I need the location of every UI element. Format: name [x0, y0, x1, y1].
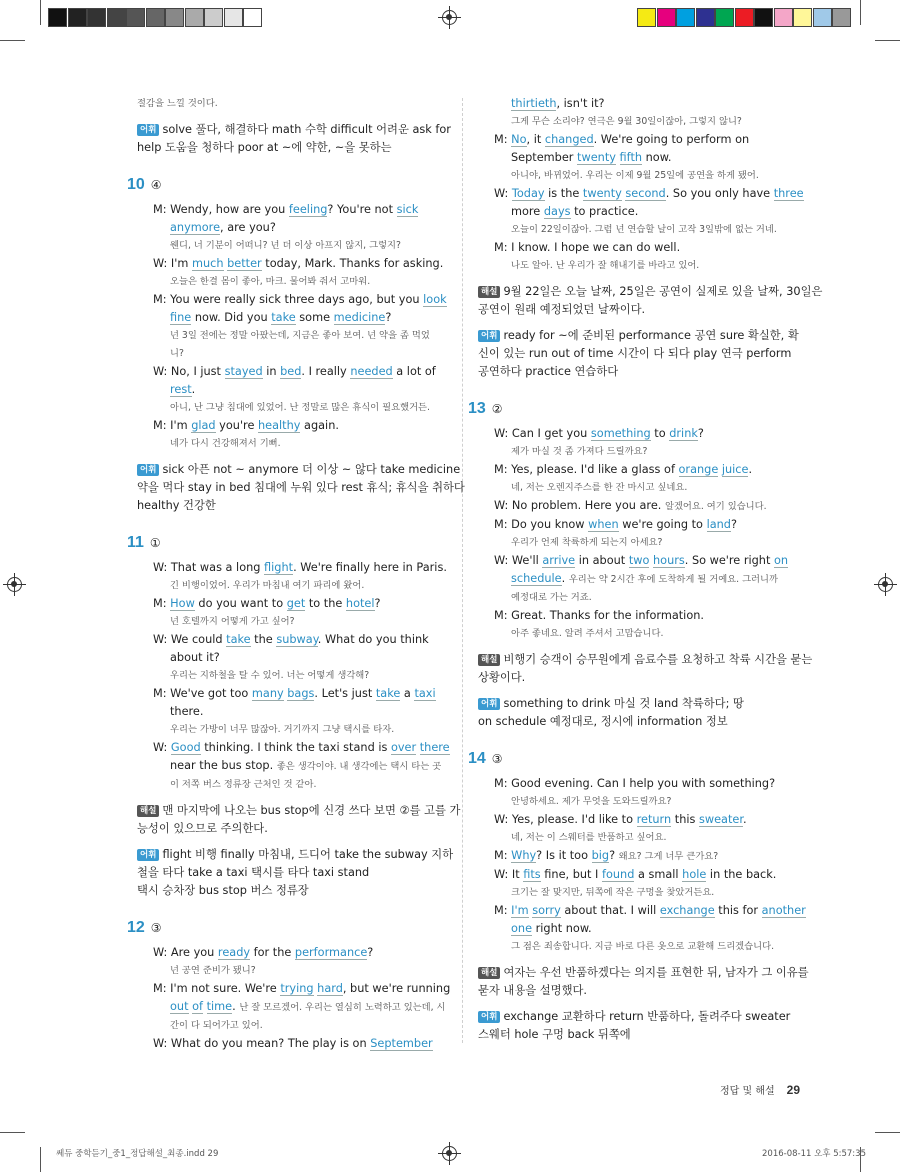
color-swatch: [126, 8, 145, 27]
page-footer: [720, 1082, 800, 1097]
translation-line: 넌 호텔까지 어떻게 가고 싶어?: [170, 616, 295, 627]
question-number: 12: [127, 919, 145, 936]
color-swatch: [676, 8, 695, 27]
registration-mark-icon: [442, 1146, 457, 1161]
vocab-badge: 어휘: [478, 330, 500, 342]
right-column: [468, 95, 823, 1044]
dialogue-line: one right now.: [511, 922, 592, 935]
dialogue: [137, 559, 450, 794]
translation-line: 넌 공연 준비가 됐니?: [170, 965, 256, 976]
dialogue-line: M: Wendy, how are you feeling? You're not sick: [153, 203, 419, 216]
color-swatch: [715, 8, 734, 27]
vocab-badge: 어휘: [478, 1011, 500, 1023]
color-swatch: [185, 8, 204, 27]
dialogue: [137, 944, 451, 1053]
color-swatch: [87, 8, 106, 27]
crop-mark: [875, 40, 900, 41]
crop-mark: [860, 0, 861, 25]
question-header: [127, 912, 437, 944]
color-swatch: [68, 8, 87, 27]
vocab-badge: 어휘: [137, 464, 159, 476]
dialogue-line: M: I'm not sure. We're trying hard, but we're running: [153, 982, 451, 995]
dialogue-line: more days to practice.: [511, 205, 639, 218]
registration-mark-icon: [7, 577, 22, 592]
dialogue-line: W: It fits fine, but I found a small hole in the back.: [494, 868, 777, 881]
translation-line: 오늘이 22일이잖아. 그럼 넌 연습할 날이 고작 3일밖에 없는 거네.: [511, 224, 777, 235]
dialogue-line: M: I know. I hope we can do well.: [494, 241, 681, 254]
answer-choice: ④: [150, 178, 162, 192]
translation-line: 니?: [170, 348, 184, 359]
dialogue-line: W: We'll arrive in about two hours. So we're right on: [494, 554, 789, 567]
question-number: 13: [468, 400, 486, 417]
dialogue-line: there.: [170, 705, 204, 718]
color-swatch: [735, 8, 754, 27]
dialogue-line: M: You were really sick three days ago, but you look: [153, 293, 447, 306]
dialogue-line: W: What do you mean? The play is on September: [153, 1037, 433, 1050]
translation-line: 나도 알아. 난 우리가 잘 해내기를 바라고 있어.: [511, 260, 700, 271]
vocab-line: 택시 승차장 bus stop 버스 정류장: [137, 884, 309, 897]
dialogue-line: fine now. Did you take some medicine?: [170, 311, 392, 324]
explanation-line: 묻자 내용을 설명했다.: [478, 984, 587, 997]
dialogue-line: M: Good evening. Can I help you with something?: [494, 777, 776, 790]
color-swatch: [48, 8, 67, 27]
answer-choice: ①: [149, 536, 161, 550]
dialogue-line: W: Good thinking. I think the taxi stand is over there: [153, 741, 450, 754]
color-swatch: [754, 8, 773, 27]
vocab-line: 어휘 flight 비행 finally 마침내, 드디어 take the subway 지하: [137, 846, 437, 864]
answer-choice: ③: [491, 752, 503, 766]
translation-line: 아니, 난 그냥 침대에 있었어. 난 정말로 많은 휴식이 필요했거든.: [170, 402, 430, 413]
translation-line: 크기는 잘 맞지만, 뒤쪽에 작은 구멍을 찾았거든요.: [511, 887, 715, 898]
translation-line: 그게 무슨 소리야? 연극은 9월 30일이잖아, 그렇지 않니?: [511, 116, 742, 127]
translation-line: 긴 비행이었어. 우리가 마침내 여기 파리에 왔어.: [170, 580, 365, 591]
answer-choice: ③: [150, 921, 162, 935]
dialogue-line: W: Yes, please. I'd like to return this sweater.: [494, 813, 747, 826]
vocab-line: 스웨터 hole 구멍 back 뒤쪽에: [478, 1028, 631, 1041]
color-swatch: [774, 8, 793, 27]
dialogue: [478, 425, 789, 643]
translation-line: 네, 저는 이 스웨터를 반품하고 싶어요.: [511, 832, 667, 843]
dialogue-line: W: I'm much better today, Mark. Thanks for asking.: [153, 257, 444, 270]
vocab-line: 철을 타다 take a taxi 택시를 타다 taxi stand: [137, 866, 370, 879]
dialogue-line: M: I'm glad you're healthy again.: [153, 419, 339, 432]
explanation-line: 해설 비행기 승객이 승무원에게 음료수를 요청하고 착륙 시간을 묻는: [478, 651, 778, 669]
question-number: 11: [127, 534, 144, 551]
vocab-line: 어휘 solve 풀다, 해결하다 math 수학 difficult 어려운 ask for: [137, 121, 437, 139]
vocab-line: 어휘 exchange 교환하다 return 반품하다, 돌려주다 sweater: [478, 1008, 778, 1026]
translation-line: 간이 다 되어가고 있어.: [170, 1020, 263, 1031]
explanation-badge: 해설: [478, 654, 500, 666]
color-swatch: [637, 8, 656, 27]
crop-mark: [40, 1147, 41, 1172]
dialogue: [137, 201, 447, 453]
translation-line: 우리가 언제 착륙하게 되는지 아세요?: [511, 537, 663, 548]
color-swatch: [696, 8, 715, 27]
dialogue: [478, 775, 806, 956]
dialogue-line: thirtieth, isn't it?: [511, 97, 605, 110]
vocab-line: 어휘 something to drink 마실 것 land 착륙하다; 땅: [478, 695, 778, 713]
question-header: [468, 743, 778, 775]
color-swatch: [243, 8, 262, 27]
question-header: [468, 393, 778, 425]
dialogue-line: W: Today is the twenty second. So you only have three: [494, 187, 804, 200]
color-swatch: [165, 8, 184, 27]
vocab-line: on schedule 예정대로, 정시에 information 정보: [478, 715, 728, 728]
section-label: 정답 및 해설: [720, 1086, 775, 1097]
dialogue-line: anymore, are you?: [170, 221, 276, 234]
dialogue-line: W: Can I get you something to drink?: [494, 427, 704, 440]
dialogue-line: about it?: [170, 651, 220, 664]
vocab-badge: 어휘: [478, 698, 500, 710]
color-swatch: [107, 8, 126, 27]
registration-mark-icon: [878, 577, 893, 592]
question-number: 10: [127, 176, 145, 193]
dialogue-line: near the bus stop. 좋은 생각이야. 내 생각에는 택시 타는 곳: [170, 759, 442, 772]
translation-line: 웬디, 너 기분이 어떠니? 넌 더 이상 아프지 않지, 그렇지?: [170, 240, 401, 251]
dialogue-line: W: That was a long flight. We're finally here in Paris.: [153, 561, 447, 574]
translation-line: 그 점은 죄송합니다. 지금 바로 다른 옷으로 교환해 드리겠습니다.: [511, 941, 775, 952]
crop-mark: [0, 40, 25, 41]
crop-mark: [875, 1132, 900, 1133]
dialogue-line: schedule. 우리는 약 2시간 후에 도착하게 될 거예요. 그러니까: [511, 572, 779, 585]
translation-line: 우리는 지하철을 탈 수 있어. 너는 어떻게 생각해?: [170, 670, 370, 681]
translation-line: 우리는 가방이 너무 많잖아. 거기까지 그냥 택시를 타자.: [170, 724, 395, 735]
vocab-badge: 어휘: [137, 124, 159, 136]
translation-line: 아니야, 바뀌었어. 우리는 이제 9월 25일에 공연을 하게 됐어.: [511, 170, 759, 181]
left-column: [127, 95, 465, 1053]
dialogue-line: W: Are you ready for the performance?: [153, 946, 374, 959]
translation-line: 안녕하세요. 제가 무엇을 도와드릴까요?: [511, 796, 672, 807]
vocab-badge: 어휘: [137, 849, 159, 861]
dialogue-line: M: We've got too many bags. Let's just take a taxi: [153, 687, 436, 700]
vocab-line: healthy 건강한: [137, 499, 216, 512]
explanation-badge: 해설: [137, 805, 159, 817]
vocab-line: 어휘 sick 아픈 not ~ anymore 더 이상 ~ 않다 take medicine: [137, 461, 437, 479]
color-swatch: [793, 8, 812, 27]
vocab-line: 신이 있는 run out of time 시간이 다 되다 play 연극 perform: [478, 347, 792, 360]
translation-line: 이 저쪽 버스 정류장 근처인 것 같아.: [170, 779, 317, 790]
color-swatch: [832, 8, 851, 27]
dialogue-line: M: Do you know when we're going to land?: [494, 518, 737, 531]
crop-mark: [0, 1132, 25, 1133]
registration-mark-icon: [442, 10, 457, 25]
column-divider: [462, 98, 463, 1043]
question-header: [127, 169, 437, 201]
dialogue-line: M: How do you want to get to the hotel?: [153, 597, 381, 610]
explanation-line: 해설 9월 22일은 오늘 날짜, 25일은 공연이 실제로 있을 날짜, 30일은: [478, 283, 778, 301]
answer-choice: ②: [491, 402, 503, 416]
page-number: 29: [786, 1083, 801, 1097]
color-swatch: [146, 8, 165, 27]
question-number: 14: [468, 750, 486, 767]
translation-line: 네가 다시 건강해져서 기뻐.: [170, 438, 281, 449]
question-header: [127, 527, 437, 559]
explanation-badge: 해설: [478, 967, 500, 979]
explanation-line: 능성이 있으므로 주의한다.: [137, 822, 268, 835]
translation-line: 예정대로 가는 거죠.: [511, 592, 592, 603]
explanation-line: 해설 맨 마지막에 나오는 bus stop에 신경 쓰다 보면 ②를 고를 가: [137, 802, 437, 820]
color-swatch: [224, 8, 243, 27]
explanation-line: 상황이다.: [478, 671, 526, 684]
crop-mark: [40, 0, 41, 25]
file-name-slug: 쎄듀 중학듣기_중1_정답해설_최종.indd 29: [56, 1149, 219, 1159]
translation-line: 네, 저는 오렌지주스를 한 잔 마시고 싶네요.: [511, 482, 688, 493]
vocab-line: 어휘 ready for ~에 준비된 performance 공연 sure 확실한, 확: [478, 327, 778, 345]
dialogue-line: M: Great. Thanks for the information.: [494, 609, 704, 622]
dialogue-line: out of time. 난 잘 모르겠어. 우리는 열심히 노력하고 있는데, 시: [170, 1000, 446, 1013]
dialogue-line: M: No, it changed. We're going to perform on: [494, 133, 750, 146]
color-swatch: [204, 8, 223, 27]
dialogue-line: M: Yes, please. I'd like a glass of orange juice.: [494, 463, 753, 476]
dialogue-line: rest.: [170, 383, 196, 396]
explanation-line: 공연이 원래 예정되었던 날짜이다.: [478, 303, 646, 316]
color-swatch: [657, 8, 676, 27]
translation-line: 아주 좋네요. 알려 주셔서 고맙습니다.: [511, 628, 664, 639]
vocab-line: 공연하다 practice 연습하다: [478, 365, 619, 378]
dialogue-line: M: I'm sorry about that. I will exchange this for another: [494, 904, 806, 917]
vocab-line: help 도움을 청하다 poor at ~에 약한, ~을 못하는: [137, 141, 392, 154]
translation-line: 넌 3일 전에는 정말 아팠는데, 지금은 좋아 보여. 넌 약을 좀 먹었: [170, 330, 430, 341]
korean-text: 절감을 느낄 것이다.: [137, 98, 218, 109]
dialogue-line: September twenty fifth now.: [511, 151, 672, 164]
translation-line: 오늘은 한결 몸이 좋아, 마크. 물어봐 줘서 고마워.: [170, 276, 371, 287]
vocab-line: 약을 먹다 stay in bed 침대에 누워 있다 rest 휴식; 휴식을 취하다: [137, 481, 465, 494]
dialogue-line: M: Why? Is it too big? 왜요? 그게 너무 큰가요?: [494, 849, 719, 862]
dialogue-line: W: No problem. Here you are. 알겠어요. 여기 있습니다.: [494, 499, 767, 512]
dialogue: [478, 95, 804, 275]
color-swatch: [813, 8, 832, 27]
explanation-badge: 해설: [478, 286, 500, 298]
translation-line: 제가 마실 것 좀 가져다 드릴까요?: [511, 446, 648, 457]
print-timestamp: 2016-08-11 오후 5:57:35: [762, 1149, 866, 1159]
explanation-line: 해설 여자는 우선 반품하겠다는 의지를 표현한 뒤, 남자가 그 이유를: [478, 964, 778, 982]
dialogue-line: W: We could take the subway. What do you think: [153, 633, 429, 646]
dialogue-line: W: No, I just stayed in bed. I really needed a lot of: [153, 365, 436, 378]
